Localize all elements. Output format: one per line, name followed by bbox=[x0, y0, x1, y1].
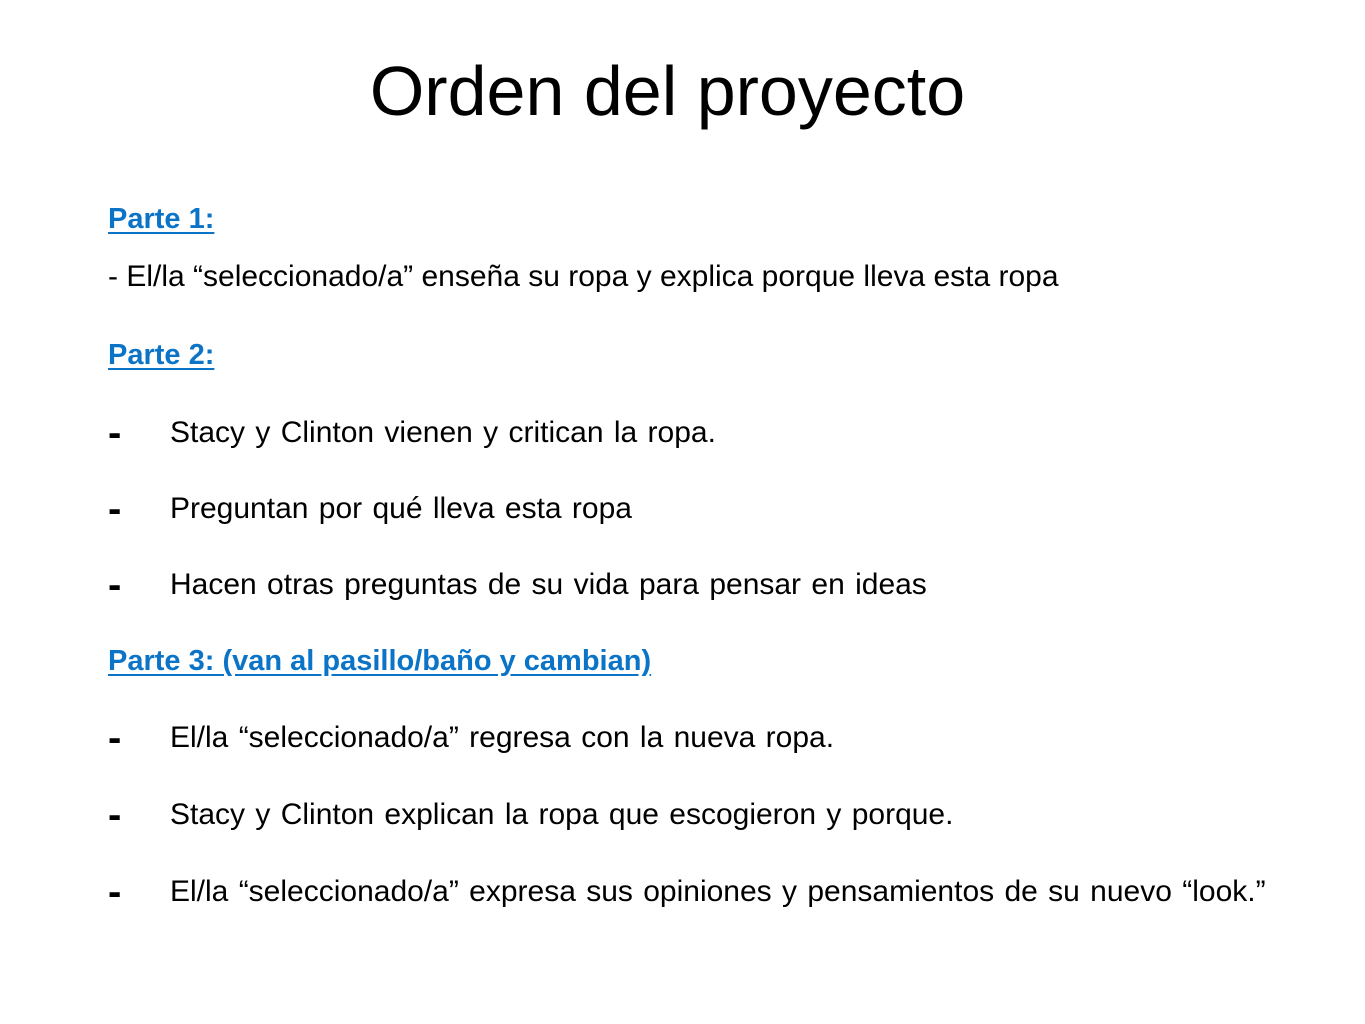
part2-heading-row bbox=[108, 332, 1308, 410]
part3-heading: Parte 3: (van al pasillo/baño y cambian) bbox=[108, 645, 652, 677]
part3-item-text: El/la “seleccionado/a” expresa sus opiniones y pensamientos de su nuevo “look.” bbox=[170, 875, 1266, 908]
part2-item-text: Stacy y Clinton vienen y critican la ropa. bbox=[170, 416, 716, 449]
part3-item bbox=[108, 792, 1308, 869]
part2-item bbox=[108, 486, 1308, 562]
part3-item-text: El/la “seleccionado/a” regresa con la nueva ropa. bbox=[170, 721, 835, 754]
part2-item bbox=[108, 410, 1308, 486]
dash-bullet: - bbox=[108, 487, 122, 531]
part3-heading-row bbox=[108, 638, 1308, 715]
part2-item-text: Hacen otras preguntas de su vida para pensar en ideas bbox=[170, 568, 927, 601]
part2-item-text: Preguntan por qué lleva esta ropa bbox=[170, 492, 632, 525]
dash-bullet: - bbox=[108, 716, 122, 760]
part2-item bbox=[108, 562, 1308, 638]
slide-content bbox=[108, 196, 1308, 969]
part1-heading: Parte 1: bbox=[108, 203, 215, 235]
part3-item bbox=[108, 715, 1308, 792]
part3-item bbox=[108, 869, 1308, 969]
part3-item-text: Stacy y Clinton explican la ropa que escogieron y porque. bbox=[170, 798, 954, 831]
dash-bullet: - bbox=[108, 411, 122, 455]
part2-heading: Parte 2: bbox=[108, 339, 215, 371]
dash-bullet: - bbox=[108, 870, 122, 914]
part1-line-row bbox=[108, 254, 1308, 332]
part1-heading-row bbox=[108, 196, 1308, 254]
slide-title: Orden del proyecto bbox=[369, 52, 966, 130]
part1-line: - El/la “seleccionado/a” enseña su ropa y explica porque lleva esta ropa bbox=[108, 260, 1059, 293]
dash-bullet: - bbox=[108, 793, 122, 837]
dash-bullet: - bbox=[108, 563, 122, 607]
